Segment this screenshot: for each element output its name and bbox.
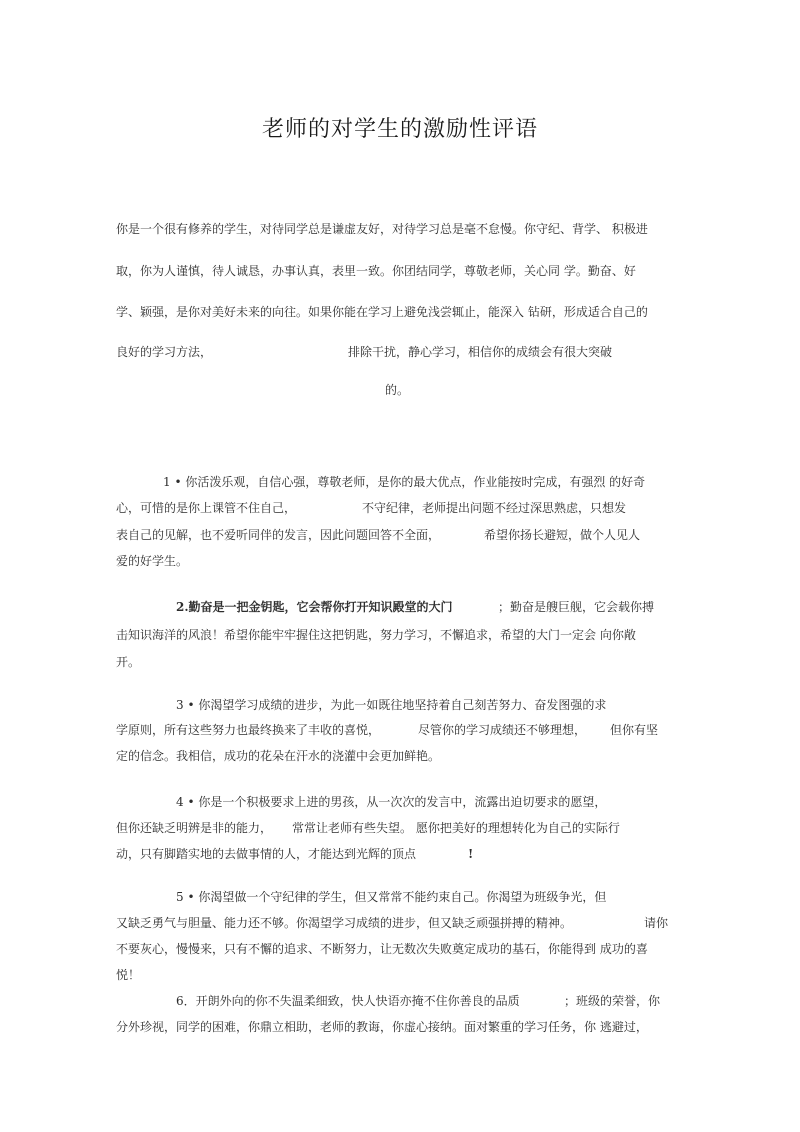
comment-line-segment: 表自己的见解，也不爱听同伴的发言，因此问题回答不全面， bbox=[116, 528, 441, 542]
comment-line bbox=[116, 500, 676, 516]
comment-line-segment: 但你还缺乏明辨是非的能力， bbox=[116, 821, 273, 835]
comment-line bbox=[116, 846, 676, 862]
comment-line: 悦！ bbox=[116, 968, 141, 982]
comment-line-segment: 尽管你的学习成绩还不够理想， bbox=[418, 723, 587, 737]
comment-line bbox=[116, 820, 676, 836]
comment-line bbox=[116, 915, 676, 931]
comment-line: 1 • 你活泼乐观，自信心强，尊敬老师，是你的最大优点，作业能按时完成，有强烈 的好奇 bbox=[163, 475, 646, 489]
intro-line: 取，你为人谨慎，待人诚恳，办事认真，表里一致。你团结同学，尊敬老师，关心同 学。勤奋、好 bbox=[116, 264, 636, 278]
comment-line bbox=[176, 993, 696, 1009]
intro-line: 你是一个很有修养的学生，对待同学总是谦虚友好，对待学习总是毫不怠慢。你守纪、背学、 积极进 bbox=[116, 222, 648, 236]
comment-line: 4 • 你是一个积极要求上进的男孩，从一次次的发言中，流露出迫切要求的愿望， bbox=[176, 795, 607, 809]
comment-line-segment: 希望你扬长避短，做个人见人 bbox=[484, 528, 641, 542]
comment-line-segment: 学原则，所有这些努力也最终换来了丰收的喜悦， bbox=[116, 723, 381, 737]
comment-line-segment: 动，只有脚踏实地的去做事情的人，才能达到光辉的顶点 bbox=[116, 847, 417, 861]
comment-line bbox=[116, 527, 676, 543]
comment-line: 不要灰心，慢慢来，只有不懈的追求、不断努力，让无数次失败奠定成功的基石，你能得到 成功的喜 bbox=[116, 942, 648, 956]
comment-line-segment: ；班级的荣誉，你 bbox=[564, 994, 661, 1008]
comment-line: 3 • 你渴望学习成绩的进步，为此一如既往地坚持着自己刻苦努力、奋发图强的求 bbox=[176, 698, 607, 712]
comment-line-segment: 2.勤奋是一把金钥匙，它会帮你打开知识殿堂的大门 bbox=[176, 600, 453, 614]
comment-line-segment: 不守纪律，老师提出问题不经过深思熟虑，只想发 bbox=[362, 501, 627, 515]
intro-line-segment: 排除干扰，静心学习，相信你的成绩会有很大突破 bbox=[348, 345, 613, 359]
comment-line-segment: 常常让老师有些失望。 愿你把美好的理想转化为自己的实际行 bbox=[292, 821, 620, 835]
comment-line: 击知识海洋的风浪！希望你能牢牢握住这把钥匙，努力学习，不懈追求，希望的大门一定会 向你敞 bbox=[116, 628, 636, 642]
comment-line-segment: 心，可惜的是你上课管不住自己， bbox=[116, 501, 297, 515]
comment-line: 爱的好学生。 bbox=[116, 554, 189, 568]
comment-line-segment: 又缺乏勇气与胆量、能力还不够。你渴望学习成绩的进步，但又缺乏顽强拼搏的精神。 bbox=[116, 916, 573, 930]
comment-line: 定的信念。我相信，成功的花朵在汗水的浇灌中会更加鲜艳。 bbox=[116, 749, 441, 763]
intro-line-segment: 良好的学习方法， bbox=[116, 345, 213, 359]
comment-line-segment: 但你有坚 bbox=[610, 723, 659, 737]
comment-line: 5 • 你渴望做一个守纪律的学生，但又常常不能约束自己。你渴望为班级争光，但 bbox=[176, 890, 607, 904]
document-title: 老师的对学生的激励性评语 bbox=[261, 117, 538, 142]
comment-line: 分外珍视，同学的困难，你鼎立相助，老师的教诲，你虚心接纳。面对繁重的学习任务，你 逃避过， bbox=[116, 1020, 648, 1034]
comment-line-segment: 请你 bbox=[644, 916, 669, 930]
comment-line bbox=[116, 722, 676, 738]
comment-line-segment: ! bbox=[468, 847, 474, 861]
comment-line bbox=[176, 599, 696, 615]
comment-line: 开。 bbox=[116, 655, 141, 669]
intro-line: 的。 bbox=[385, 383, 410, 397]
intro-line bbox=[116, 344, 676, 360]
comment-line-segment: 6．开朗外向的你不失温柔细致，快人快语亦掩不住你善良的品质 bbox=[176, 994, 520, 1008]
comment-line-segment: ；勤奋是艘巨舰，它会载你搏 bbox=[498, 600, 655, 614]
intro-line: 学、颖强，是你对美好未来的向往。如果你能在学习上避免浅尝辄止，能深入 钻研，形成适合自己的 bbox=[116, 305, 648, 319]
